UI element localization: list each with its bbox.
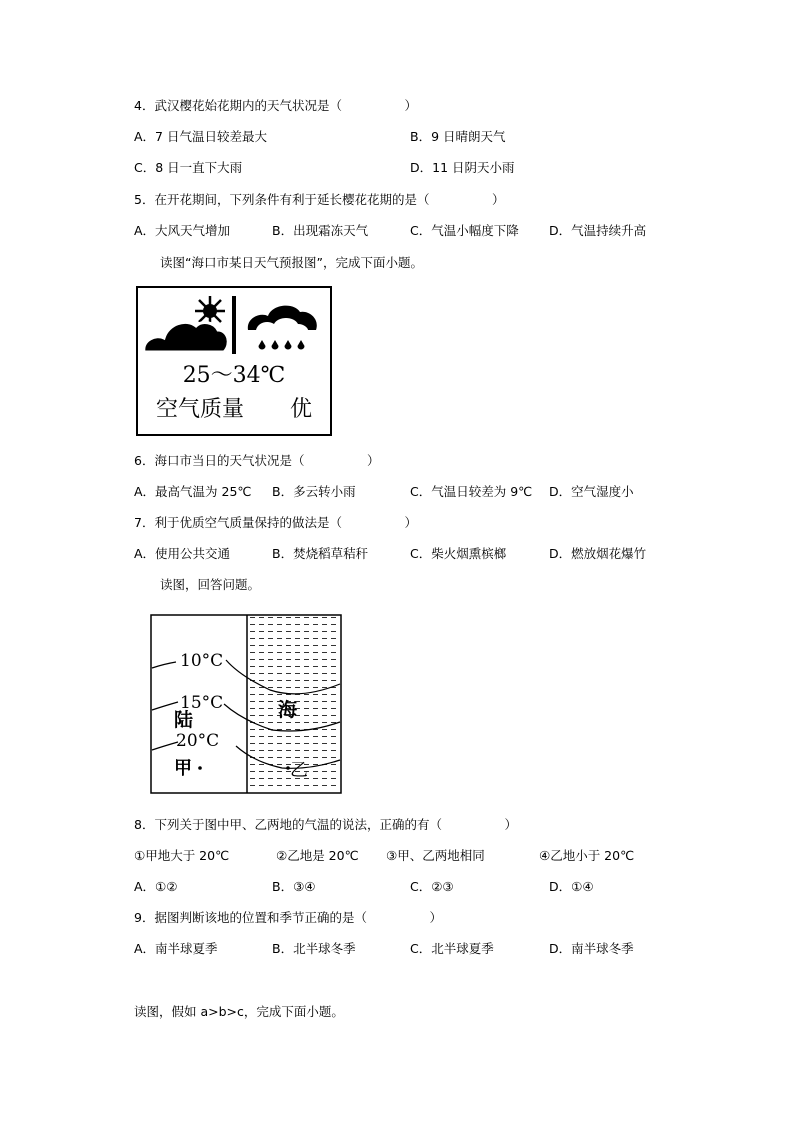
q7-option-b[interactable]: B．焚烧稻草秸秆 — [272, 546, 369, 561]
q8-statement-2: ②乙地是 20℃ — [276, 848, 359, 863]
q9-option-b[interactable]: B．北半球冬季 — [272, 941, 356, 956]
point-jia — [198, 766, 202, 770]
q6-stem: 6．海口市当日的天气状况是（ ） — [134, 453, 380, 468]
q7-option-a[interactable]: A．使用公共交通 — [134, 546, 231, 561]
rain-cloud-icon — [248, 306, 317, 350]
q4-stem: 4．武汉樱花始花期内的天气状况是（ ） — [134, 98, 417, 113]
q5-option-b[interactable]: B．出现霜冻天气 — [272, 223, 369, 238]
q4-option-d[interactable]: D．11 日阴天小雨 — [410, 160, 515, 175]
q5-option-a[interactable]: A．大风天气增加 — [134, 223, 231, 238]
label-10c: 10°C — [180, 651, 224, 671]
q8-statement-3: ③甲、乙两地相同 — [386, 848, 485, 863]
q8-option-c[interactable]: C．②③ — [410, 879, 454, 894]
q6-option-a[interactable]: A．最高气温为 25℃ — [134, 484, 252, 499]
q9-option-d[interactable]: D．南半球冬季 — [549, 941, 634, 956]
forecast-divider — [232, 296, 236, 354]
forecast-air-quality-value: 优 — [290, 397, 313, 422]
label-jia: 甲 — [174, 758, 192, 779]
q8-statement-4: ④乙地小于 20℃ — [539, 848, 635, 863]
q9-option-c[interactable]: C．北半球夏季 — [410, 941, 494, 956]
q4-option-a[interactable]: A．7 日气温日较差最大 — [134, 129, 267, 144]
forecast-air-quality-label: 空气质量 — [156, 397, 245, 422]
q6-option-b[interactable]: B．多云转小雨 — [272, 484, 356, 499]
q7-option-d[interactable]: D．燃放烟花爆竹 — [549, 546, 647, 561]
intro-next: 读图，假如 a>b>c，完成下面小题。 — [134, 1004, 344, 1019]
label-20c: 20°C — [176, 731, 220, 751]
forecast-figure — [136, 286, 332, 436]
intro-isotherm: 读图，回答问题。 — [160, 577, 261, 592]
q8-option-b[interactable]: B．③④ — [272, 879, 316, 894]
q6-option-d[interactable]: D．空气湿度小 — [549, 484, 634, 499]
q7-stem: 7．利于优质空气质量保持的做法是（ ） — [134, 515, 417, 530]
forecast-temperature: 25～34℃ — [182, 363, 286, 388]
q5-stem: 5．在开花期间，下列条件有利于延长樱花花期的是（ ） — [134, 192, 505, 207]
q9-option-a[interactable]: A．南半球夏季 — [134, 941, 218, 956]
isotherm-figure — [150, 614, 342, 794]
label-15c: 15°C — [180, 693, 224, 713]
q7-option-c[interactable]: C．柴火烟熏槟榔 — [410, 546, 507, 561]
q8-statement-1: ①甲地大于 20℃ — [134, 848, 230, 863]
q8-stem: 8．下列关于图中甲、乙两地的气温的说法，正确的有（ ） — [134, 817, 517, 832]
label-land: 陆 — [174, 709, 194, 731]
q9-stem: 9．据图判断该地的位置和季节正确的是（ ） — [134, 910, 442, 925]
q8-option-a[interactable]: A．①② — [134, 879, 178, 894]
label-sea: 海 — [278, 699, 298, 721]
cloud-sun-icon — [144, 296, 228, 352]
q6-option-c[interactable]: C．气温日较差为 9℃ — [410, 484, 533, 499]
q5-option-c[interactable]: C．气温小幅度下降 — [410, 223, 519, 238]
label-yi: 乙 — [290, 760, 308, 781]
intro-forecast: 读图“海口市某日天气预报图”，完成下面小题。 — [160, 255, 423, 270]
q5-option-d[interactable]: D．气温持续升高 — [549, 223, 647, 238]
q8-option-d[interactable]: D．①④ — [549, 879, 594, 894]
q4-option-b[interactable]: B．9 日晴朗天气 — [410, 129, 506, 144]
q4-option-c[interactable]: C．8 日一直下大雨 — [134, 160, 243, 175]
